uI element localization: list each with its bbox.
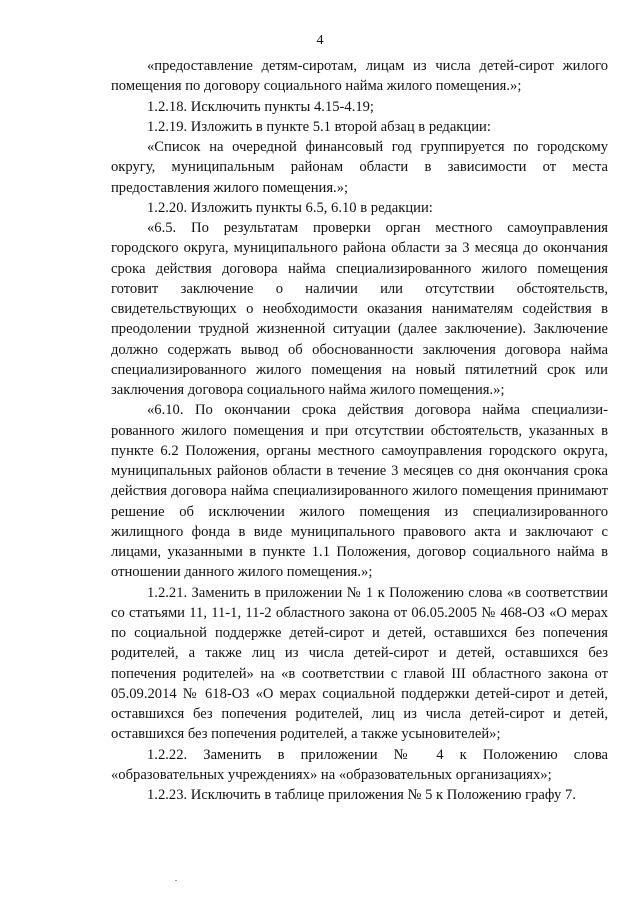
paragraph-quote-end-4-14: «предоставление детям-сиротам, лицам из числа детей-сирот жилого помещения по договору социального найма жилого помещения.»; xyxy=(111,58,608,95)
paragraph-quote-6-5: «6.5. По результатам проверки орган местного самоуправления городского округа, муниципального района области за 3 месяца до окончания срока действия договора найма специализированного жилого помещения готовит заключение о наличии или отсутствии обстоятельств, свидетельствующих о необходимости оказания нанимателям содействия в преодолении трудной жизненной ситуации (далее заключение). Заключение должно содержать вывод об обоснованности заключения договора найма специализированного жилого помещения на новый пятилетний срок или заключения договора социального найма жилого помещения.»; xyxy=(111,220,608,398)
paragraph-quote-6-10: «6.10. По окончании срока действия договора найма специализированного жилого помещения и при отсутствии обстоятельств, указанных в пункте 6.2 Положения, органы местного самоуправления городского округа, муниципальных районов области в течение 3 месяцев со дня окончания срока действия договора найма специализированного жилого помещения принимают решение об исключении жилого помещения из специализированного жилищного фонда в виде муниципального правового акта и заключают с лицами, указанными в пункте 1.1 Положения, договор социального найма в отношении данного жилого помещения.»; xyxy=(111,402,608,581)
paragraph-1-2-19: 1.2.19. Изложить в пункте 5.1 второй абзац в редакции: xyxy=(147,118,491,135)
paragraph-1-2-21: 1.2.21. Заменить в приложении № 1 к Положению слова «в соответствии со статьями 11, 11-1, 11-2 областного закона от 06.05.2005 № 468-ОЗ «О мерах по социальной поддержке детей-сирот и детей, оставшихся без попечения родителей, а также лиц из числа детей-сирот и детей, оставшихся без попечения родителей» на «в соответствии с главой III областного закона от 05.09.2014 № 618-ОЗ «О мерах социальной поддержки детей-сирот и детей, оставшихся без попечения родителей, лиц из числа детей-сирот и детей, оставшихся без попечения родителей, а также усыновителей»; xyxy=(111,584,608,743)
paragraph-1-2-23: 1.2.23. Исключить в таблице приложения № 5 к Положению графу 7. xyxy=(147,787,576,803)
paragraph-quote-5-1: «Список на очередной финансовый год группируется по городскому округу, муниципальным районам области в зависимости от места предоставления жилого помещения.»; xyxy=(111,139,608,196)
paragraph-1-2-20: 1.2.20. Изложить пункты 6.5, 6.10 в редакции: xyxy=(147,199,433,216)
paragraph-1-2-18: 1.2.18. Исключить пункты 4.15-4.19; xyxy=(147,98,374,115)
page-number: 4 xyxy=(316,33,324,48)
scan-dot-mark xyxy=(175,880,177,881)
paragraph-1-2-22: 1.2.22. Заменить в приложении № 4 к Положению слова «образовательных учреждениях» на «образовательных организациях»; xyxy=(111,746,608,783)
document-body xyxy=(111,56,608,805)
